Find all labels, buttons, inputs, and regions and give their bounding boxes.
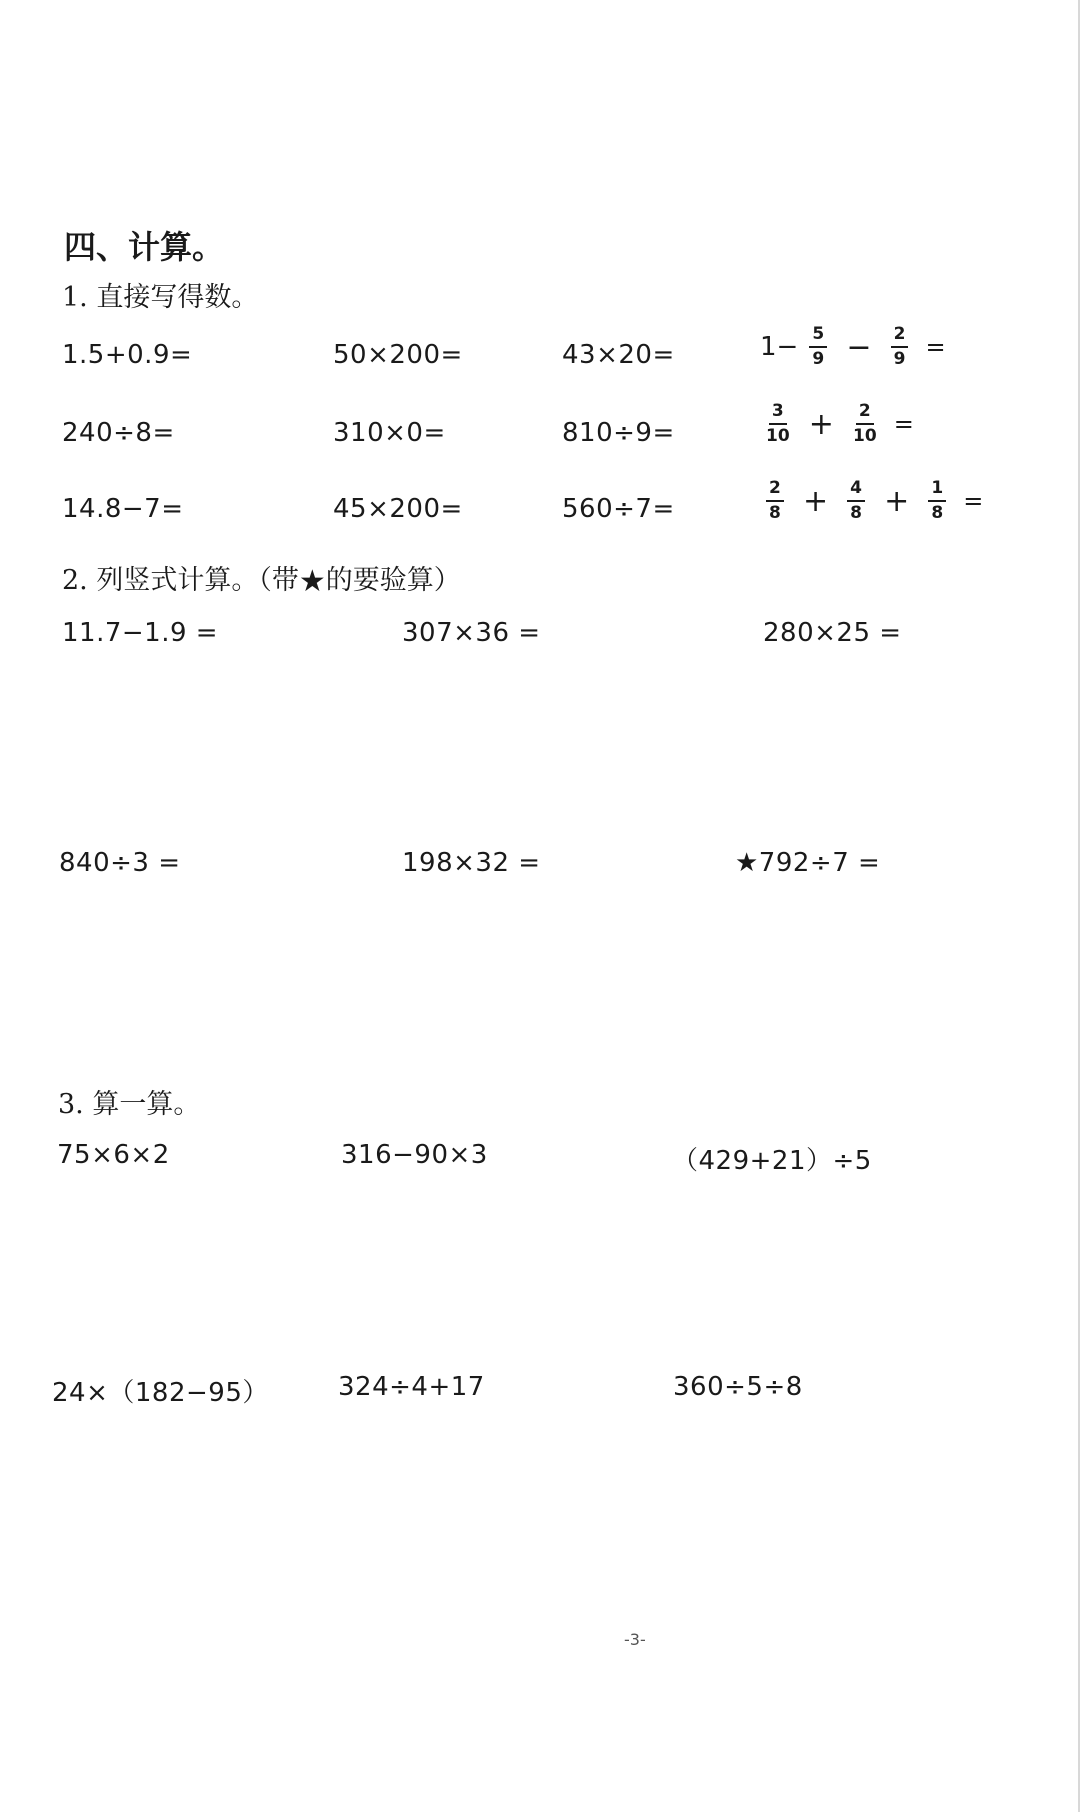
numerator: 2 [856, 403, 874, 425]
part2-heading [62, 558, 461, 599]
section-title: 四、计算。 [64, 228, 225, 266]
fraction [928, 480, 946, 522]
fraction [809, 326, 827, 368]
numerator: 2 [766, 480, 784, 502]
fraction [853, 403, 877, 445]
vertical-calc-1: 11.7−1.9 = [62, 618, 219, 648]
denominator: 9 [812, 349, 825, 369]
part1-heading: 1. 直接写得数。 [62, 282, 259, 313]
vertical-calc-5: 198×32 = [402, 848, 541, 878]
problem-1-4 [760, 326, 946, 368]
page-number: -3- [624, 1630, 646, 1649]
problem-3-2: 45×200= [333, 494, 463, 524]
numerator: 1 [928, 480, 946, 502]
vertical-calc-3: 280×25 = [763, 618, 902, 648]
denominator: 10 [853, 426, 877, 446]
problem-3-3: 560÷7= [562, 494, 675, 524]
vertical-calc-4: 840÷3 = [59, 848, 181, 878]
problem-2-1: 240÷8= [62, 418, 175, 448]
problem-2-3: 810÷9= [562, 418, 675, 448]
frac-lead: 1− [760, 332, 799, 362]
part2-heading-post: 的要验算） [325, 565, 461, 596]
problem-1-1: 1.5+0.9= [62, 340, 193, 370]
fraction [766, 480, 784, 522]
fraction [847, 480, 865, 522]
fraction [891, 326, 909, 368]
equals: = [963, 487, 984, 515]
numerator: 3 [769, 403, 787, 425]
operator: + [884, 483, 910, 519]
denominator: 8 [850, 503, 863, 523]
star-icon: ★ [298, 564, 326, 599]
part2-heading-pre: 2. 列竖式计算。（带 [62, 565, 299, 596]
equals: = [925, 333, 946, 361]
compute-3: （429+21）÷5 [672, 1146, 872, 1176]
operator: − [846, 329, 872, 365]
numerator: 2 [891, 326, 909, 348]
fraction [766, 403, 790, 445]
compute-6: 360÷5÷8 [673, 1372, 803, 1402]
denominator: 10 [766, 426, 790, 446]
vertical-calc-6-starred: ★792÷7 = [735, 848, 881, 878]
problem-1-3: 43×20= [562, 340, 675, 370]
operator: + [802, 483, 829, 519]
operator: + [808, 406, 834, 442]
numerator: 4 [847, 480, 865, 502]
numerator: 5 [809, 326, 827, 348]
compute-1: 75×6×2 [57, 1140, 170, 1170]
equals: = [893, 410, 914, 438]
problem-3-4 [760, 480, 983, 522]
vertical-calc-2: 307×36 = [402, 618, 541, 648]
compute-5: 324÷4+17 [338, 1372, 485, 1402]
denominator: 9 [893, 349, 906, 369]
denominator: 8 [931, 503, 944, 523]
denominator: 8 [769, 503, 781, 523]
problem-1-2: 50×200= [333, 340, 463, 370]
problem-2-4 [760, 403, 914, 445]
problem-2-2: 310×0= [333, 418, 446, 448]
problem-3-1: 14.8−7= [62, 494, 184, 524]
compute-2: 316−90×3 [341, 1140, 488, 1170]
compute-4: 24×（182−95） [52, 1378, 269, 1408]
part3-heading: 3. 算一算。 [58, 1089, 201, 1120]
